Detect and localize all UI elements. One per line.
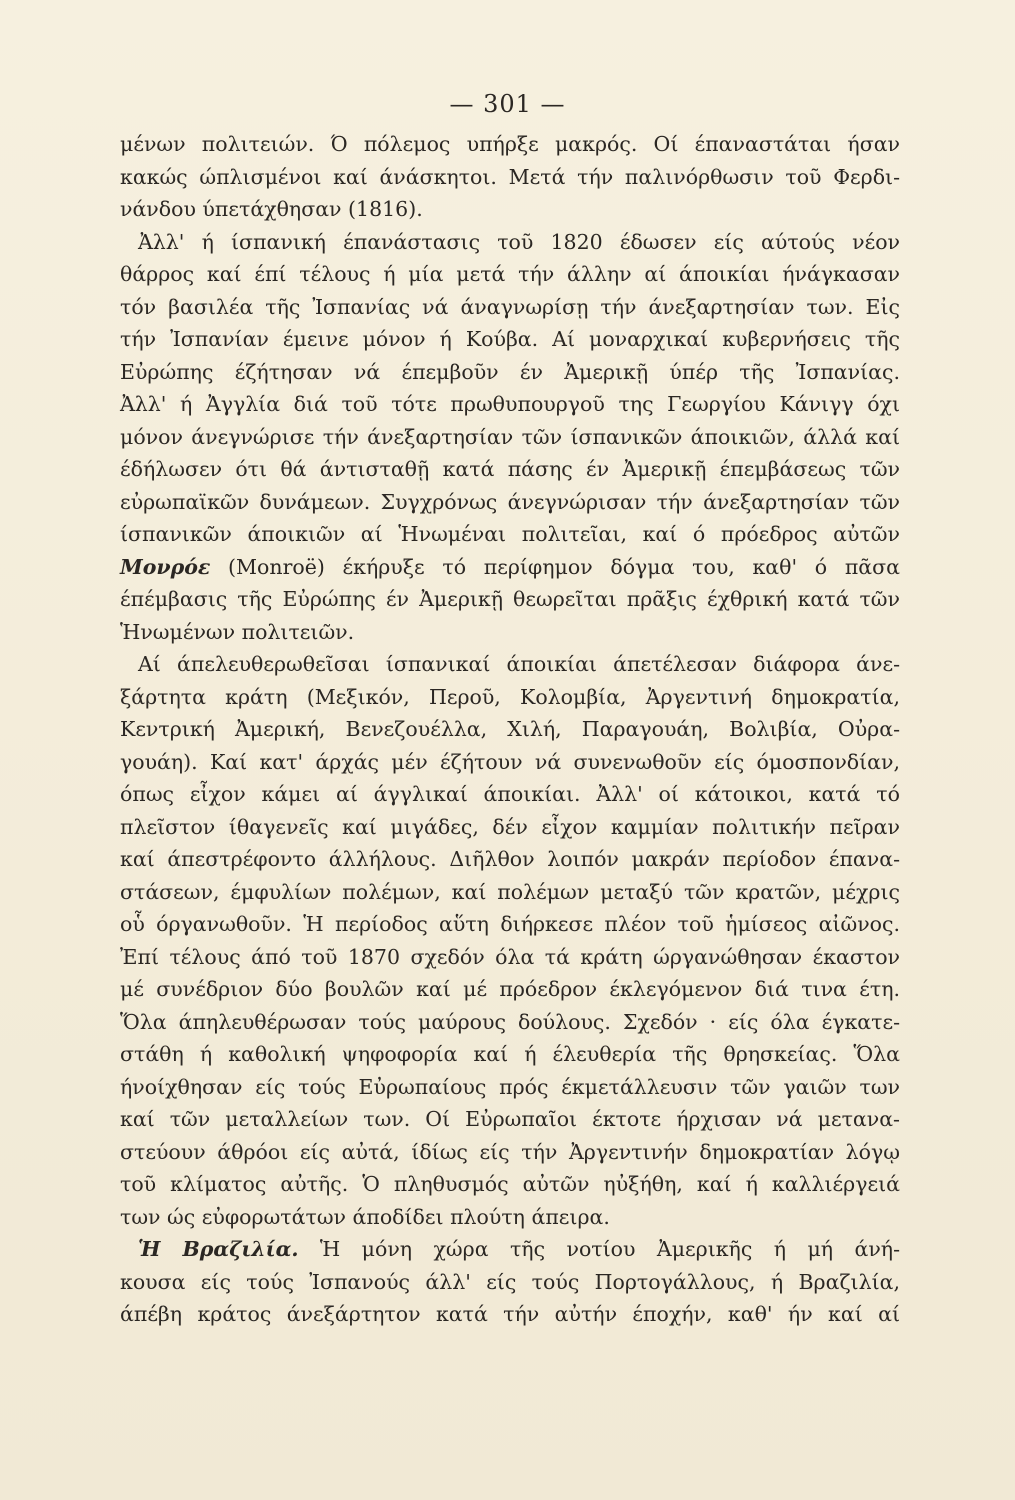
text-line: Ἡνωμένων πολιτειῶν. <box>120 619 355 644</box>
text-line: μέ συνέδριον δύο βουλῶν καί μέ πρόεδρον έκλεγόμενον διά τινα έτη. <box>120 977 900 1001</box>
text-line: καί τῶν μεταλλείων των. Οί Εὐρωπαῖοι έκτοτε ήρχισαν νά μετανα- <box>120 1107 900 1131</box>
text-line: καί άπεστρέφοντο άλλήλους. Διῆλθον λοιπόν μακράν περίοδον έπανα- <box>120 847 900 871</box>
text-line: οὗ όργανωθοῦν. Ἡ περίοδος αὕτη διήρκεσε πλέον τοῦ ἡμίσεος αἰῶνος. <box>120 912 900 936</box>
text-line: Ὅλα άπηλευθέρωσαν τούς μαύρους δούλους. Σχεδόν · είς όλα έγκατε- <box>120 1009 900 1034</box>
text-line: έδήλωσεν ότι θά άντισταθῇ κατά πάσης έν Ἀμερικῇ έπεμβάσεως τῶν <box>120 457 900 481</box>
text-line: νάνδου ύπετάχθησαν (1816). <box>120 197 423 221</box>
text-line: όπως εἶχον κάμει αί άγγλικαί άποικίαι. Ἀλλ' οί κάτοικοι, κατά τό <box>120 782 900 806</box>
text-line: Ἀλλ' ή Ἀγγλία διά τοῦ τότε πρωθυπουργοῦ της Γεωργίου Κάνιγγ όχι <box>120 392 900 416</box>
text-line: Κεντρική Ἀμερική, Βενεζουέλλα, Χιλή, Παραγουάη, Βολιβία, Οὐρα- <box>120 717 900 741</box>
text-line: στάσεων, έμφυλίων πολέμων, καί πολέμων μεταξύ τῶν κρατῶν, μέχρις <box>120 879 900 904</box>
text-line: στεύουν άθρόοι είς αὐτά, ίδίως είς τήν Ἀργεντινήν δημοκρατίαν λόγῳ <box>120 1139 900 1164</box>
text-line: Ἐπί τέλους άπό τοῦ 1870 σχεδόν όλα τά κράτη ώργανώθησαν έκαστον <box>120 944 900 969</box>
text-line: ήνοίχθησαν είς τούς Εὐρωπαίους πρός έκμετάλλευσιν τῶν γαιῶν των <box>120 1074 900 1099</box>
text-line: στάθη ή καθολική ψηφοφορία καί ή έλευθερία τῆς θρησκείας. Ὅλα <box>120 1042 900 1066</box>
text-line: πλεῖστον ίθαγενεῖς καί μιγάδες, δέν εἶχον καμμίαν πολιτικήν πεῖραν <box>120 814 900 839</box>
text-line: τόν βασιλέα τῆς Ἰσπανίας νά άναγνωρίσῃ τήν άνεξαρτησίαν των. Εἰς <box>120 294 900 319</box>
text-line: ξάρτητα κράτη (Μεξικόν, Περοῦ, Κολομβία, Ἀργεντινή δημοκρατία, <box>120 684 900 709</box>
text-line: τοῦ κλίματος αὐτῆς. Ὁ πληθυσμός αὐτῶν ηὐξήθη, καί ή καλλιέργειά <box>120 1172 900 1196</box>
page-number: — 301 — <box>449 90 566 118</box>
text-line: μένων πολιτειών. Ό πόλεμος υπήρξε μακρός. Οί έπαναστάται ήσαν <box>120 132 900 156</box>
text-line: κακώς ώπλισμένοι καί άνάσκητοι. Μετά τήν παλινόρθωσιν τοῦ Φερδι- <box>120 164 900 189</box>
line-text: Ἡ μόνη χώρα τῆς νοτίου Ἀμερικῆς ή μή άνή- <box>298 1237 900 1261</box>
text-line: Ἀλλ' ή ίσπανική έπανάστασις τοῦ 1820 έδωσεν είς αύτούς νέον <box>138 229 900 254</box>
text-line: των ώς εὐφορωτάτων άποδίδει πλούτη άπειρα. <box>120 1204 610 1229</box>
text-body <box>120 128 900 1331</box>
text-line: γουάη). Καί κατ' άρχάς μέν έζήτουν νά συνενωθοῦν είς όμοσπονδίαν, <box>120 749 900 774</box>
text-line: κουσα είς τούς Ἰσπανούς άλλ' είς τούς Πορτογάλλους, ή Βραζιλία, <box>120 1269 900 1294</box>
text-line: εὐρωπαϊκῶν δυνάμεων. Συγχρόνως άνεγνώρισαν τήν άνεξαρτησίαν τῶν <box>120 489 900 514</box>
emphasized-term: Ἡ Βραζιλία. <box>138 1237 299 1261</box>
text-line: τήν Ἰσπανίαν έμεινε μόνον ή Κούβα. Αί μοναρχικαί κυβερνήσεις τῆς <box>120 327 900 351</box>
text-line: μόνον άνεγνώρισε τήν άνεξαρτησίαν τῶν ίσπανικῶν άποικιῶν, άλλά καί <box>120 424 900 449</box>
text-line: Εὐρώπης έζήτησαν νά έπεμβοῦν έν Ἀμερικῇ ύπέρ τῆς Ἰσπανίας. <box>120 359 900 384</box>
text-line: Αί άπελευθερωθεῖσαι ίσπανικαί άποικίαι άπετέλεσαν διάφορα άνε- <box>138 652 900 676</box>
text-line: ίσπανικῶν άποικιῶν αί Ἡνωμέναι πολιτεῖαι, καί ό πρόεδρος αὐτῶν <box>120 522 900 546</box>
text-line <box>120 1233 900 1266</box>
text-line: θάρρος καί έπί τέλους ή μία μετά τήν άλλην αί άποικίαι ήνάγκασαν <box>120 262 900 286</box>
line-text: (Monroë) έκήρυξε τό περίφημον δόγμα του, καθ' ό πᾶσα <box>210 554 900 579</box>
text-line: άπέβη κράτος άνεξάρτητον κατά τήν αὐτήν έποχήν, καθ' ήν καί αί <box>120 1302 900 1326</box>
text-line: έπέμβασις τῆς Εὐρώπης έν Ἀμερικῇ θεωρεῖται πρᾶξις έχθρική κατά τῶν <box>120 587 900 611</box>
emphasized-term: Μονρόε <box>120 554 211 579</box>
text-line <box>120 551 900 584</box>
